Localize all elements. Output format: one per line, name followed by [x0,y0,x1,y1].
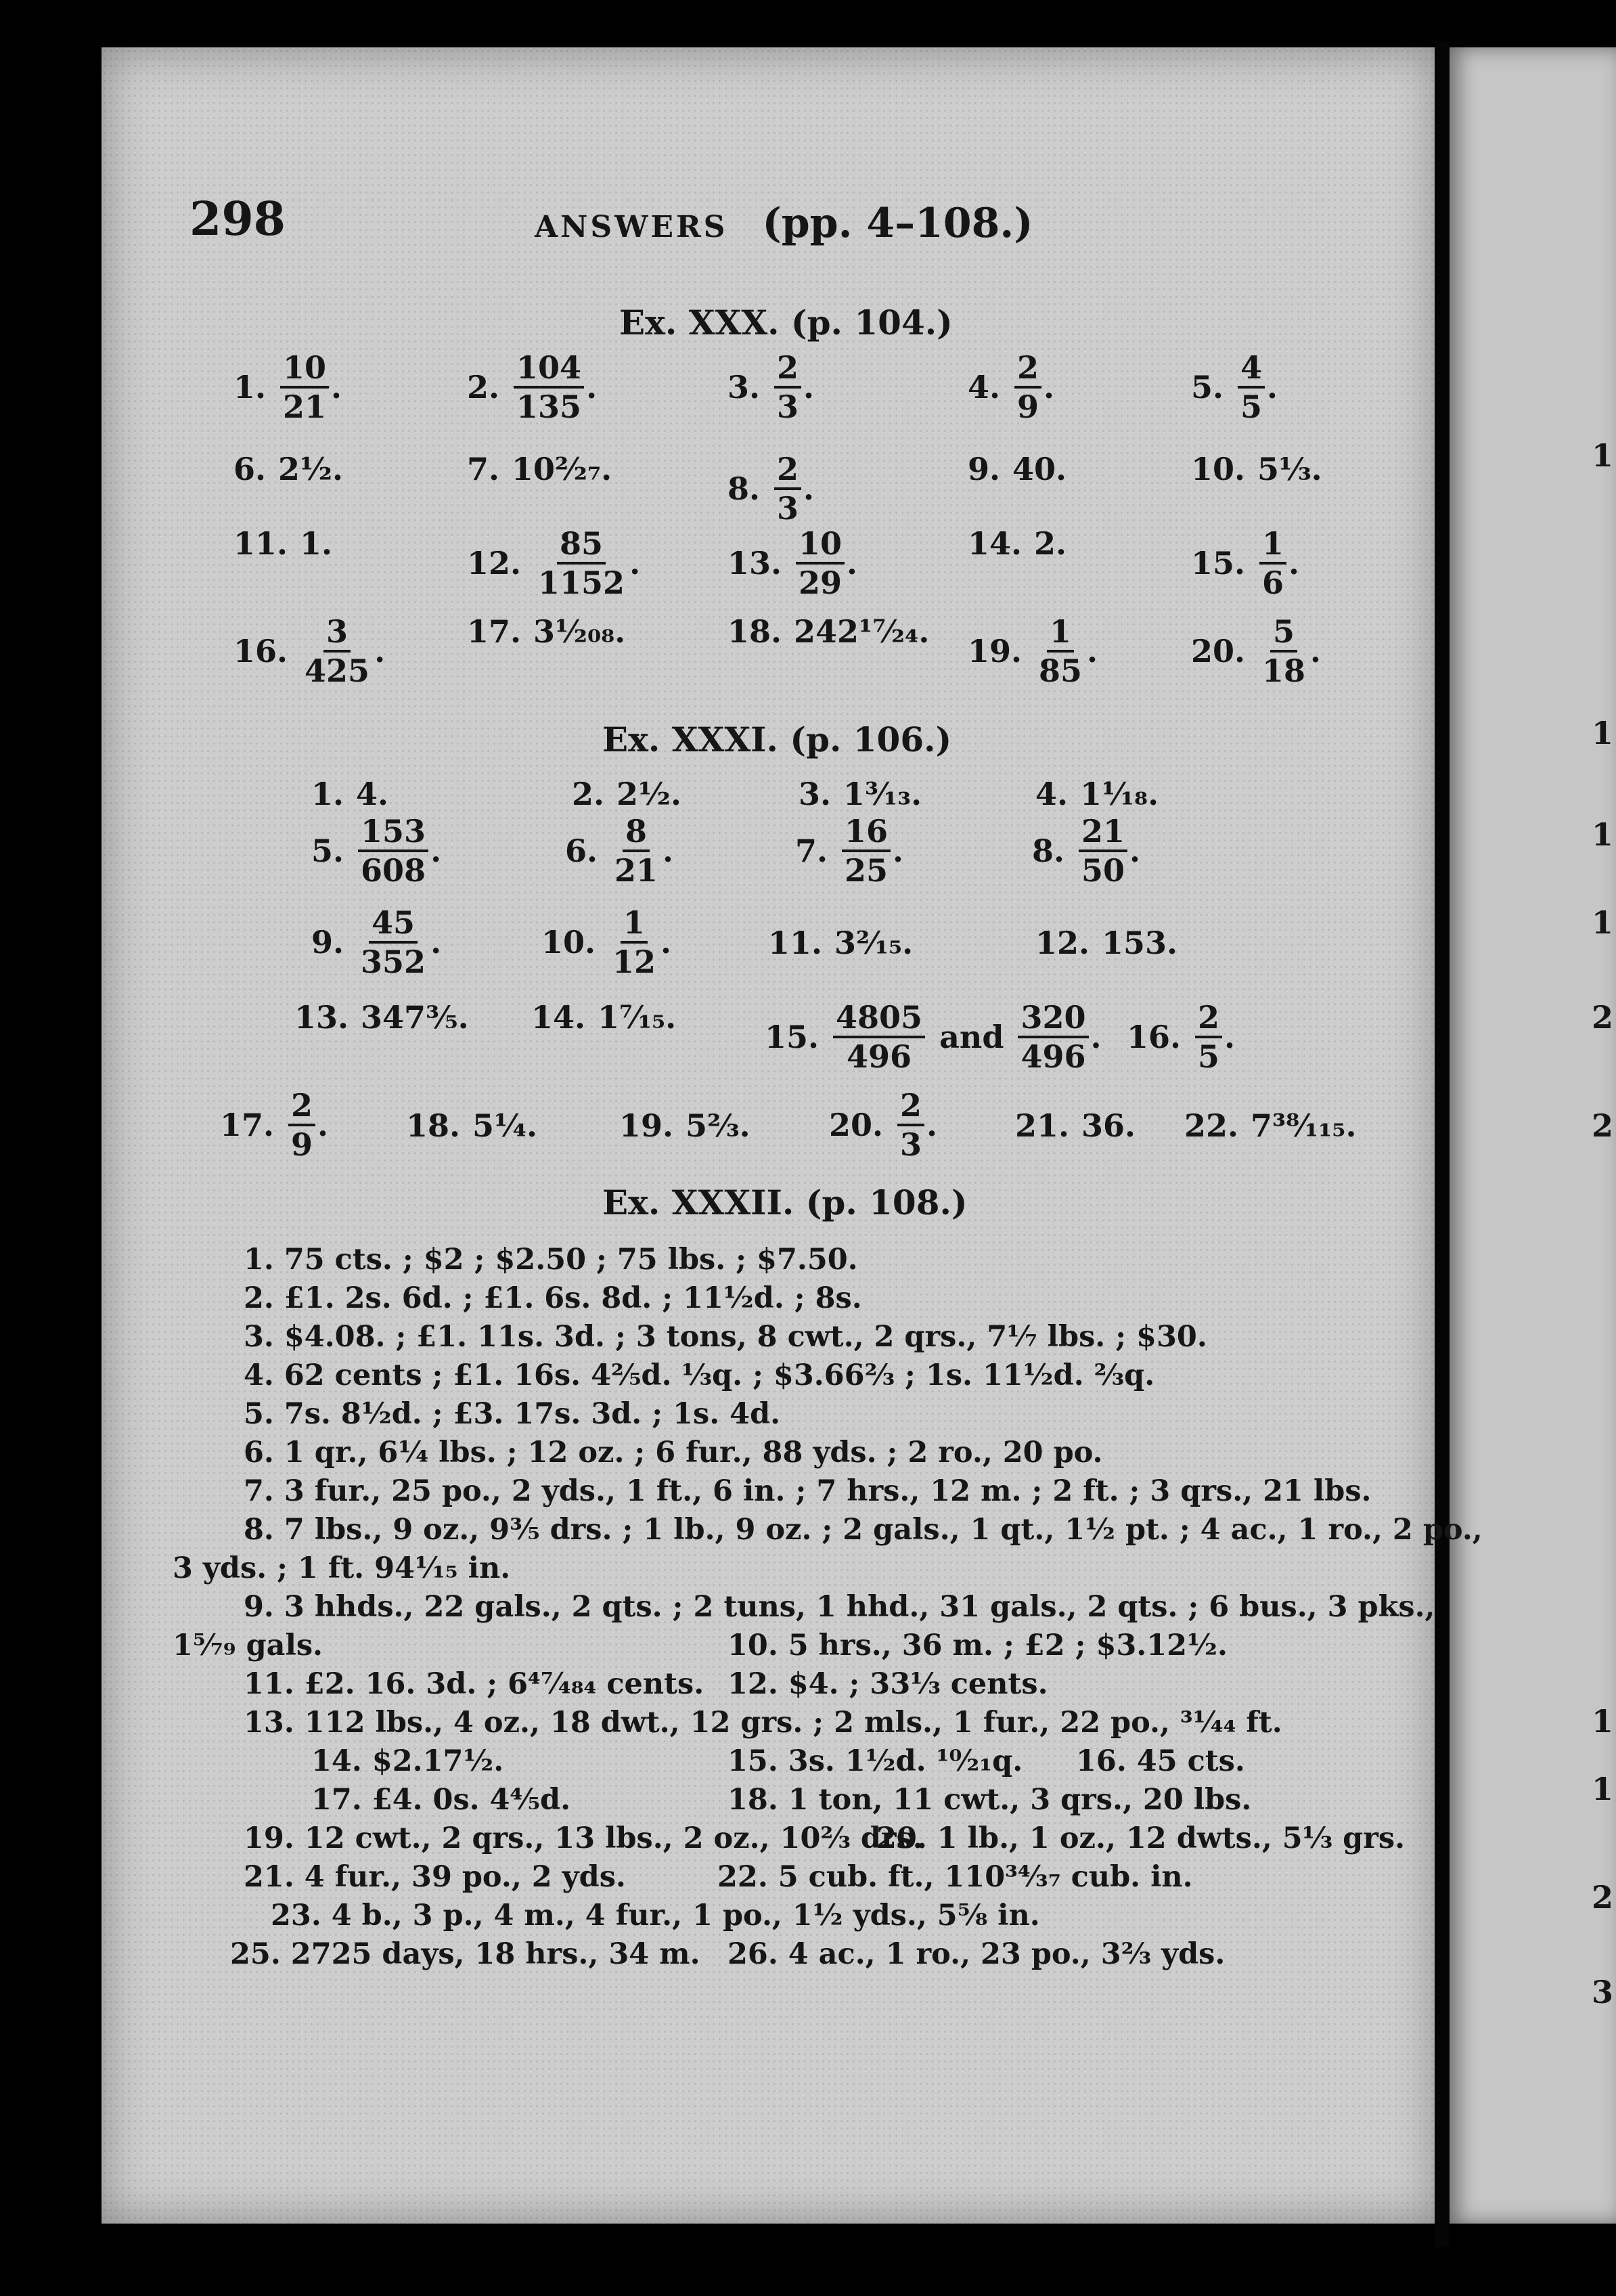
answer-value: 2½. [278,451,344,487]
next-page-margin-number: 1 [1592,1771,1614,1807]
answer-number: 1. [311,776,344,812]
answer-number: 19. [619,1107,674,1144]
fraction [774,451,801,527]
page-number: 298 [189,192,286,246]
fraction [1018,999,1088,1075]
fraction [1238,349,1265,425]
denominator: 496 [1020,1038,1086,1075]
ex30-title: Ex. XXX. (p. 104.) [619,303,953,343]
fraction [833,999,925,1075]
answer-period: . [803,470,815,507]
answer-period: . [803,369,815,405]
ex32-answer-line: 9. 3 hhds., 22 gals., 2 qts. ; 2 tuns, 1 hhd., 31 gals., 2 qts. ; 6 bus., 3 pks., [244,1590,1435,1624]
denominator: 496 [847,1038,912,1075]
answer-number: 6. [233,451,267,487]
numerator: 10 [280,352,329,389]
ex30-answer-5 [1191,349,1278,425]
denominator: 85 [1039,653,1083,689]
numerator: 2 [1195,1002,1222,1038]
answer-period: . [331,369,342,405]
answer-value: 1¹⁄₁₈. [1080,776,1159,812]
ex30-answer-18 [727,613,930,650]
answer-number: 20. [829,1107,884,1143]
ex32-answer-line: 22. 5 cub. ft., 110³⁴⁄₃₇ cub. in. [717,1860,1193,1894]
answer-number: 12. [1035,925,1090,961]
denominator: 3 [777,389,799,425]
answer-number: 20. [1191,633,1246,669]
ex32-answer-line: 13. 112 lbs., 4 oz., 18 dwt., 12 grs. ; 2 mls., 1 fur., 22 po., ³¹⁄₄₄ ft. [244,1706,1282,1740]
answer-number: 2. [467,369,500,405]
fraction [1259,613,1308,689]
ex30-answer-11 [233,525,333,562]
answer-value: 3¹⁄₂₀₈. [533,613,626,650]
ex31-answer-5 [311,813,442,889]
answer-number: 12. [467,545,522,581]
answer-number: 17. [220,1107,275,1143]
answer-number: 21. [1015,1107,1070,1144]
answer-period: . [1224,1019,1236,1055]
ex32-answer-line: 17. £4. 0s. 4⅘d. [311,1783,571,1817]
denominator: 21 [614,852,658,889]
answer-value: 7³⁸⁄₁₁₅. [1251,1107,1357,1144]
ex32-answer-line: 19. 12 cwt., 2 qrs., 13 lbs., 2 oz., 10⅔ drs. [244,1822,923,1855]
ex30-answer-12 [467,525,641,601]
fraction [1079,813,1127,889]
ex30-answer-15 [1191,525,1300,601]
fraction [288,1087,315,1163]
answer-period: . [317,1107,329,1143]
ex32-answer-line: 12. $4. ; 33⅓ cents. [727,1667,1048,1701]
ex31-answer-21 [1015,1107,1136,1144]
answer-value: 5⅓. [1257,451,1322,487]
answer-value: 2½. [616,776,682,812]
answer-period: . [430,924,442,961]
next-page-margin-number: 1 [1592,437,1614,474]
answer-number: 10. [1191,451,1246,487]
ex32-answer-line: 5. 7s. 8½d. ; £3. 17s. 3d. ; 1s. 4d. [244,1397,781,1431]
ex31-title: Ex. XXXI. (p. 106.) [602,720,952,759]
answer-number: 9. [968,451,1001,487]
fraction [514,349,584,425]
answer-period: . [660,924,672,961]
answer-period: . [1090,1019,1102,1055]
ex30-answer-16 [233,613,386,689]
denominator: 1152 [538,565,625,601]
next-page-margin-number: 2 [1592,1107,1614,1144]
denominator: 9 [1017,389,1039,425]
ex31-answer-14 [531,999,677,1036]
answer-period: . [586,369,598,405]
answer-number: 2. [572,776,605,812]
ex31-answer-19 [619,1107,750,1144]
denominator: 425 [305,653,370,689]
answer-number: 3. [727,369,761,405]
answer-number: 4. [1035,776,1069,812]
numerator: 1 [1047,616,1074,653]
ex30-answer-1 [233,349,342,425]
numerator: 2 [774,454,801,490]
numerator: 1 [1259,528,1286,565]
ex31-answer-18 [406,1107,538,1144]
answer-value: 5¼. [472,1107,538,1144]
denominator: 352 [361,944,426,980]
ex31-answer-17 [220,1087,329,1163]
ex31-answer-20 [829,1087,938,1163]
ex32-title: Ex. XXXII. (p. 108.) [602,1183,968,1222]
answer-number: 10. [541,924,596,961]
answer-value: 153. [1102,925,1178,961]
fraction [1195,999,1222,1075]
ex30-answer-7 [467,451,612,487]
ex30-answer-10 [1191,451,1322,487]
fraction [280,349,329,425]
page-gutter [1435,41,1450,2247]
ex31-answer-6 [565,813,674,889]
fraction [358,904,428,980]
numerator: 2 [897,1090,924,1126]
answer-number: 8. [727,470,761,507]
ex32-answer-line: 11. £2. 16. 3d. ; 6⁴⁷⁄₄₈₄ cents. [244,1667,704,1701]
answer-number: 5. [1191,369,1224,405]
answer-connector: and [939,1019,1004,1055]
answer-number: 17. [467,613,522,650]
ex32-answer-line: 7. 3 fur., 25 po., 2 yds., 1 ft., 6 in. ; 7 hrs., 12 m. ; 2 ft. ; 3 qrs., 21 lbs. [244,1474,1372,1508]
fraction [302,613,372,689]
numerator: 104 [514,352,584,389]
answer-number: 1. [233,369,267,405]
answer-number: 18. [727,613,782,650]
fraction [610,904,658,980]
answer-value: 36. [1081,1107,1136,1144]
ex32-answer-line: 8. 7 lbs., 9 oz., 9⅗ drs. ; 1 lb., 9 oz. ; 2 gals., 1 qt., 1½ pt. ; 4 ac., 1 ro., 2 po., [244,1513,1483,1547]
ex32-answer-line: 21. 4 fur., 39 po., 2 yds. [244,1860,626,1894]
answer-number: 16. [1127,1019,1182,1055]
numerator: 5 [1270,616,1297,653]
answer-value: 2. [1034,525,1067,562]
answer-number: 16. [233,633,288,669]
ex30-answer-2 [467,349,598,425]
answer-number: 13. [294,999,349,1036]
ex31-answer-15 [765,999,1102,1075]
denominator: 21 [283,389,327,425]
numerator: 21 [1079,816,1127,852]
answer-period: . [893,833,904,869]
denominator: 3 [900,1126,922,1163]
ex30-answer-6 [233,451,344,487]
ex31-answer-22 [1184,1107,1357,1144]
ex32-answer-line: 20. 1 lb., 1 oz., 12 dwts., 5⅓ grs. [876,1822,1406,1855]
answer-period: . [663,833,674,869]
answer-period: . [629,545,641,581]
ex32-answer-line: 4. 62 cents ; £1. 16s. 4⅖d. ⅓q. ; $3.66⅔ ; 1s. 11½d. ⅔q. [244,1359,1155,1392]
ex30-answer-9 [968,451,1067,487]
numerator: 320 [1018,1002,1088,1038]
answer-value: 1. [300,525,333,562]
numerator: 85 [557,528,606,565]
running-title: ANSWERS [535,210,728,244]
answer-period: . [1087,633,1098,669]
ex30-answer-14 [968,525,1067,562]
denominator: 3 [777,490,799,527]
answer-value: 3²⁄₁₅. [834,925,914,961]
ex31-answer-16 [1127,999,1236,1075]
answer-period: . [1267,369,1278,405]
ex32-answer-line: 18. 1 ton, 11 cwt., 3 qrs., 20 lbs. [727,1783,1252,1817]
ex31-answer-2 [572,778,681,810]
answer-period: . [374,633,386,669]
answer-number: 9. [311,924,344,961]
numerator: 4805 [833,1002,925,1038]
running-range: (pp. 4–108.) [762,200,1033,247]
running-head [535,200,1033,247]
denominator: 608 [361,852,426,889]
answer-number: 22. [1184,1107,1239,1144]
denominator: 5 [1198,1038,1220,1075]
answer-period: . [1310,633,1322,669]
ex32-answer-line: 10. 5 hrs., 36 m. ; £2 ; $3.12½. [727,1629,1228,1662]
ex30-answer-4 [968,349,1055,425]
ex30-answer-19 [968,613,1098,689]
answer-number: 8. [1032,833,1065,869]
ex30-answer-3 [727,349,815,425]
ex32-answer-line: 23. 4 b., 3 p., 4 m., 4 fur., 1 po., 1½ yds., 5⅝ in. [271,1899,1040,1933]
ex32-answer-line: 1⁵⁄₇₉ gals. [173,1629,323,1662]
fraction [1036,613,1085,689]
fraction [796,525,845,601]
ex32-answer-line: 16. 45 cts. [1076,1744,1245,1778]
answer-number: 6. [565,833,598,869]
numerator: 8 [623,816,650,852]
answer-period: . [1043,369,1055,405]
next-page-margin-number: 3 [1592,1974,1614,2010]
answer-value: 1⁷⁄₁₅. [598,999,677,1036]
answer-value: 40. [1012,451,1067,487]
ex30-answer-8 [727,451,815,527]
numerator: 3 [323,616,351,653]
ex32-answer-line: 3. $4.08. ; £1. 11s. 3d. ; 3 tons, 8 cwt., 2 qrs., 7⅐ lbs. ; $30. [244,1320,1207,1354]
answer-number: 11. [768,925,823,961]
answer-number: 7. [467,451,500,487]
numerator: 153 [358,816,428,852]
ex31-answer-9 [311,904,442,980]
ex31-answer-10 [541,904,672,980]
answer-number: 5. [311,833,344,869]
fraction [1014,349,1041,425]
fraction [897,1087,924,1163]
ex32-answer-line: 25. 2725 days, 18 hrs., 34 m. [230,1937,700,1971]
denominator: 29 [799,565,843,601]
ex32-answer-line: 14. $2.17½. [311,1744,504,1778]
answer-period: . [926,1107,938,1143]
next-page-margin-number: 1 [1592,715,1614,751]
answer-number: 11. [233,525,288,562]
ex31-answer-12 [1035,925,1178,961]
answer-number: 15. [765,1019,820,1055]
answer-period: . [1129,833,1141,869]
answer-value: 242¹⁷⁄₂₄. [794,613,930,650]
numerator: 2 [288,1090,315,1126]
answer-period: . [430,833,442,869]
numerator: 4 [1238,352,1265,389]
answer-number: 18. [406,1107,461,1144]
answer-value: 5⅔. [686,1107,750,1144]
denominator: 135 [516,389,582,425]
answer-number: 19. [968,633,1023,669]
next-page-margin-number: 1 [1592,904,1614,941]
ex31-answer-1 [311,778,388,810]
ex30-answer-20 [1191,613,1322,689]
answer-period: . [847,545,858,581]
denominator: 50 [1081,852,1125,889]
answer-value: 347⅗. [361,999,469,1036]
numerator: 45 [369,907,418,944]
answer-period: . [1288,545,1300,581]
ex30-answer-13 [727,525,858,601]
answer-number: 14. [531,999,586,1036]
answer-number: 4. [968,369,1001,405]
fraction [1259,525,1286,601]
numerator: 2 [1014,352,1041,389]
answer-number: 7. [795,833,828,869]
ex31-answer-7 [795,813,904,889]
next-page-margin-number: 1 [1592,1703,1614,1740]
fraction [535,525,627,601]
ex32-answer-line: 2. £1. 2s. 6d. ; £1. 6s. 8d. ; 11½d. ; 8s. [244,1281,862,1315]
ex31-answer-4 [1035,778,1159,810]
numerator: 2 [774,352,801,389]
answer-value: 10²⁄₂₇. [512,451,612,487]
next-page-margin-number: 2 [1592,1879,1614,1916]
ex31-answer-11 [768,925,914,961]
ex31-answer-8 [1032,813,1141,889]
ex32-answer-line: 1. 75 cts. ; $2 ; $2.50 ; 75 lbs. ; $7.50. [244,1243,858,1277]
fraction [774,349,801,425]
answer-number: 3. [799,776,832,812]
answer-number: 14. [968,525,1023,562]
ex31-answer-13 [294,999,469,1036]
numerator: 16 [842,816,891,852]
fraction [358,813,428,889]
next-page-margin-number: 1 [1592,816,1614,853]
denominator: 5 [1240,389,1263,425]
fraction [842,813,891,889]
denominator: 18 [1262,653,1306,689]
ex32-answer-line: 15. 3s. 1½d. ¹⁰⁄₂₁q. [727,1744,1023,1778]
answer-number: 13. [727,545,782,581]
answer-value: 4. [356,776,389,812]
numerator: 1 [621,907,648,944]
answer-number: 15. [1191,545,1246,581]
ex32-answer-line: 26. 4 ac., 1 ro., 23 po., 3⅔ yds. [727,1937,1226,1971]
denominator: 9 [291,1126,313,1163]
ex31-answer-3 [799,778,922,810]
next-page-margin-number: 2 [1592,999,1614,1036]
numerator: 10 [796,528,845,565]
denominator: 25 [845,852,889,889]
ex30-answer-17 [467,613,626,650]
ex32-answer-line: 6. 1 qr., 6¼ lbs. ; 12 oz. ; 6 fur., 88 yds. ; 2 ro., 20 po. [244,1436,1103,1470]
answer-value: 1³⁄₁₃. [843,776,922,812]
denominator: 12 [612,944,656,980]
ex32-answer-line: 3 yds. ; 1 ft. 94¹⁄₁₅ in. [173,1551,511,1585]
fraction [612,813,660,889]
denominator: 6 [1262,565,1284,601]
